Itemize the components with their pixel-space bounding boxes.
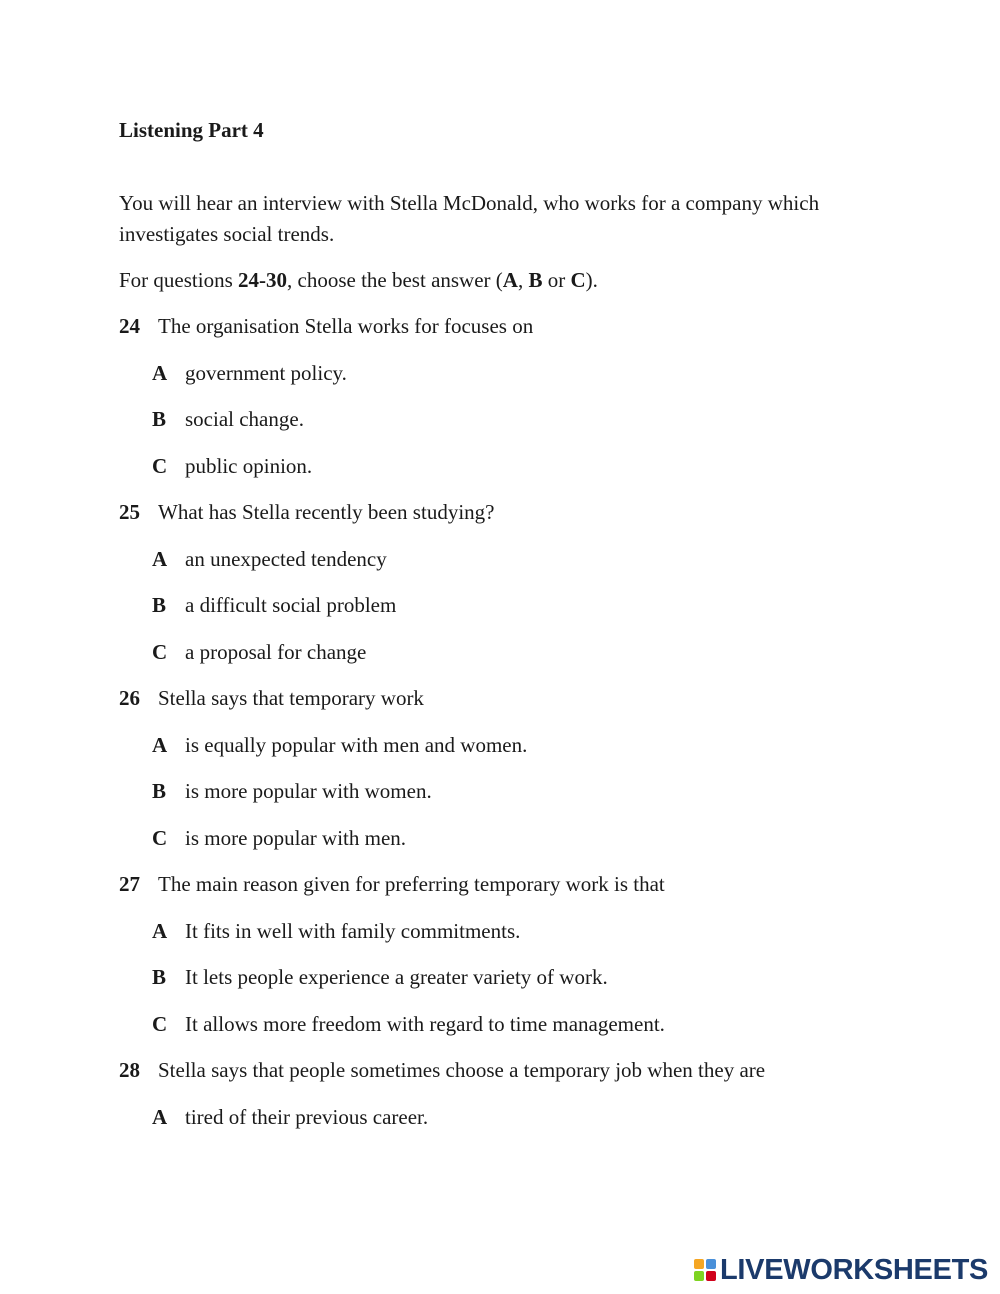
question-text: What has Stella recently been studying? bbox=[158, 500, 495, 524]
logo-text: LIVEWORKSHEETS bbox=[720, 1253, 989, 1286]
question-27 bbox=[119, 869, 665, 900]
option-text: an unexpected tendency bbox=[185, 547, 387, 571]
question-text: Stella says that people sometimes choose a temporary job when they are bbox=[158, 1058, 766, 1082]
option-text: government policy. bbox=[185, 361, 347, 385]
liveworksheets-logo bbox=[694, 1253, 988, 1287]
option-text: tired of their previous career. bbox=[185, 1105, 429, 1129]
intro-text: You will hear an interview with Stella McDonald, who works for a company which investigates social trends. bbox=[119, 191, 820, 246]
option-letter: C bbox=[152, 1012, 168, 1036]
option-letter: B bbox=[152, 965, 167, 989]
instructions-sep-2: or bbox=[542, 268, 571, 292]
option-26-a bbox=[152, 730, 527, 761]
option-text: is more popular with women. bbox=[185, 779, 432, 803]
logo-square-1 bbox=[694, 1259, 704, 1269]
instructions-letter-b: B bbox=[528, 268, 543, 292]
page-title: Listening Part 4 bbox=[119, 118, 264, 142]
instructions-letter-a: A bbox=[502, 268, 518, 292]
instructions-sep-1: , bbox=[517, 268, 529, 292]
question-text: Stella says that temporary work bbox=[158, 686, 424, 710]
option-letter: B bbox=[152, 407, 167, 431]
logo-mark-icon bbox=[694, 1259, 716, 1281]
option-27-a bbox=[152, 916, 520, 947]
option-text: a proposal for change bbox=[185, 640, 367, 664]
instructions-suffix: ). bbox=[585, 268, 598, 292]
question-26 bbox=[119, 683, 424, 714]
option-text: It allows more freedom with regard to time management. bbox=[185, 1012, 665, 1036]
instructions-prefix: For questions bbox=[119, 268, 239, 292]
option-28-a bbox=[152, 1102, 428, 1133]
logo-square-4 bbox=[706, 1271, 716, 1281]
option-letter: A bbox=[152, 547, 168, 571]
option-text: is equally popular with men and women. bbox=[185, 733, 528, 757]
option-text: It fits in well with family commitments. bbox=[185, 919, 521, 943]
option-24-b bbox=[152, 404, 304, 435]
question-25 bbox=[119, 497, 494, 528]
logo-square-3 bbox=[694, 1271, 704, 1281]
option-letter: A bbox=[152, 361, 168, 385]
instructions-range: 24-30 bbox=[238, 268, 288, 292]
question-number: 26 bbox=[119, 686, 140, 710]
option-27-c bbox=[152, 1009, 665, 1040]
question-text: The organisation Stella works for focuses on bbox=[158, 314, 534, 338]
option-text: is more popular with men. bbox=[185, 826, 407, 850]
logo-square-2 bbox=[706, 1259, 716, 1269]
question-text: The main reason given for preferring temporary work is that bbox=[158, 872, 665, 896]
question-24 bbox=[119, 311, 533, 342]
option-26-b bbox=[152, 776, 432, 807]
option-27-b bbox=[152, 962, 608, 993]
option-letter: C bbox=[152, 454, 168, 478]
instructions-middle: , choose the best answer ( bbox=[287, 268, 503, 292]
question-number: 28 bbox=[119, 1058, 140, 1082]
question-number: 24 bbox=[119, 314, 140, 338]
option-text: a difficult social problem bbox=[185, 593, 397, 617]
option-letter: B bbox=[152, 593, 167, 617]
option-25-c bbox=[152, 637, 366, 668]
option-26-c bbox=[152, 823, 406, 854]
question-28 bbox=[119, 1055, 765, 1086]
instructions-letter-c: C bbox=[570, 268, 586, 292]
option-24-a bbox=[152, 358, 347, 389]
question-number: 25 bbox=[119, 500, 140, 524]
option-24-c bbox=[152, 451, 312, 482]
option-letter: C bbox=[152, 826, 168, 850]
option-text: social change. bbox=[185, 407, 304, 431]
option-25-b bbox=[152, 590, 396, 621]
option-letter: A bbox=[152, 1105, 168, 1129]
option-letter: C bbox=[152, 640, 168, 664]
option-letter: B bbox=[152, 779, 167, 803]
option-letter: A bbox=[152, 919, 168, 943]
option-text: public opinion. bbox=[185, 454, 313, 478]
option-25-a bbox=[152, 544, 387, 575]
question-number: 27 bbox=[119, 872, 140, 896]
instructions bbox=[119, 265, 598, 296]
option-letter: A bbox=[152, 733, 168, 757]
option-text: It lets people experience a greater variety of work. bbox=[185, 965, 608, 989]
